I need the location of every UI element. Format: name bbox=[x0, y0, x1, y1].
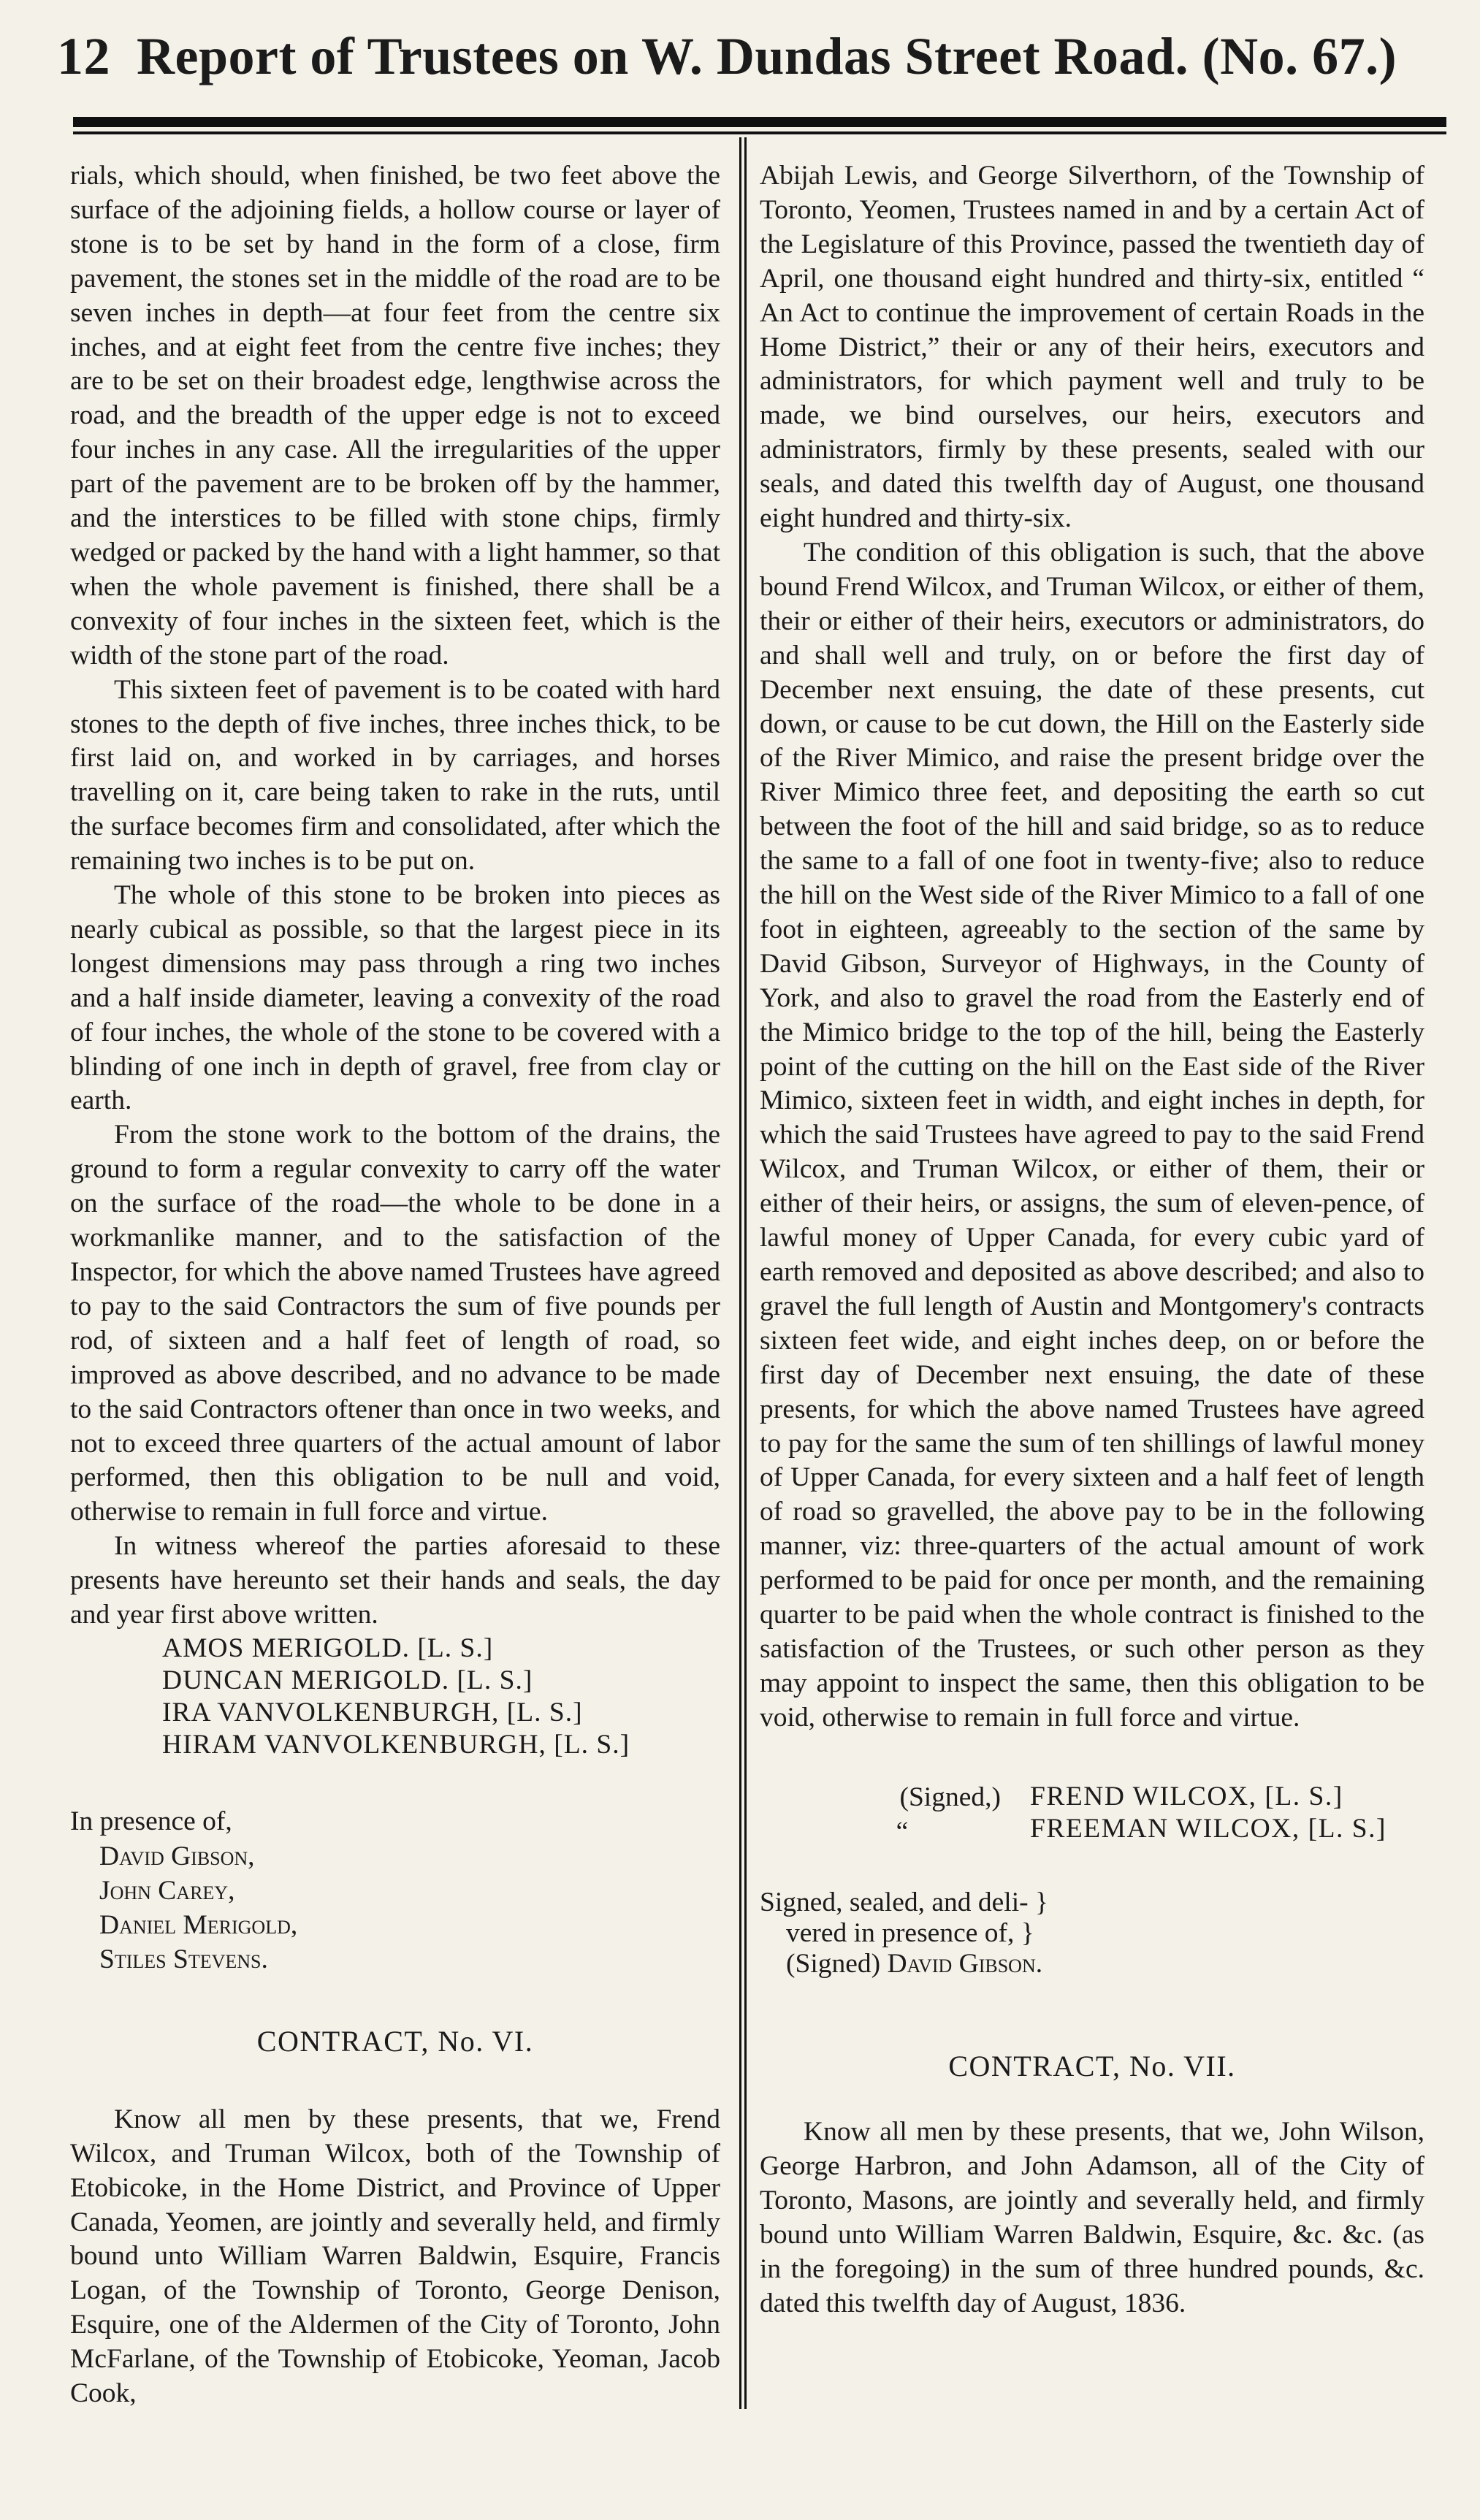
signatory: IRA VANVOLKENBURGH, [L. S.] bbox=[162, 1697, 583, 1727]
witness: David Gibson, bbox=[99, 1841, 255, 1871]
sealed-witness-prefix: (Signed) bbox=[786, 1948, 888, 1979]
column-divider bbox=[739, 137, 747, 2409]
contract-text: Know all men by these presents, that we, Frend Wilcox, and Truman Wilcox, both of the Township of Etobicoke, in the Home District, and Province of Upper Canada, Yeomen, are jointly and severally held, and firmly bound unto William Warren Baldwin, Esquire, Francis Logan, of the Township of Toronto, George Denison, Esquire, one of the Aldermen of the City of Toronto, John McFarlane, of the Township of Etobicoke, Yeoman, Jacob Cook, bbox=[70, 2104, 720, 2409]
ditto-mark: “ bbox=[896, 1816, 909, 1847]
signed-label-text: (Signed,) bbox=[899, 1782, 1001, 1812]
sealed-line: Signed, sealed, and deli- } bbox=[760, 1887, 1048, 1917]
witness: Daniel Merigold, bbox=[99, 1909, 298, 1940]
right-column bbox=[760, 159, 1424, 2321]
witness-list bbox=[70, 1839, 720, 1977]
header-rule-thin bbox=[73, 131, 1446, 134]
page-bottom-margin bbox=[0, 2410, 1480, 2520]
witness: John Carey, bbox=[99, 1875, 235, 1906]
contract-text: Know all men by these presents, that we, John Wilson, George Harbron, and John Adamson, all of the City of Toronto, Masons, are jointly and severally held, and firmly bound unto William Warren Baldwin, Esquire, &c. &c. (as in the foregoing) in the sum of three hundred pounds, &c. dated this twelfth day of August, 1836. bbox=[760, 2117, 1424, 2318]
paragraph: From the stone work to the bottom of the drains, the ground to form a regular convexity to carry off the water on the surface of the road—the whole to be done in a workmanlike manner, and to the satisfaction of the Inspector, for which the above named Trustees have agreed to pay to the said Contractors the sum of five pounds per rod, of sixteen and a half feet of length of road, so improved as above described, and no advance to be made to the said Contractors oftener than once in two weeks, and not to exceed three quarters of the actual amount of labor performed, then this obligation to be null and void, otherwise to remain in full force and virtue. bbox=[70, 1120, 720, 1527]
signatory-list bbox=[70, 1633, 720, 1761]
sealed-witness bbox=[760, 1949, 1424, 1979]
left-column bbox=[70, 159, 720, 2411]
header-rule-thick bbox=[73, 117, 1446, 127]
signatory: DUNCAN MERIGOLD. [L. S.] bbox=[162, 1665, 533, 1695]
witness: Stiles Stevens. bbox=[99, 1944, 268, 1974]
paragraph: The whole of this stone to be broken into pieces as nearly cubical as possible, so that the largest piece in its longest dimensions may pass through a ring two inches and a half inside diameter, leaving a convexity of the road of four inches, the whole of the stone to be covered with a blinding of one inch in depth of gravel, free from clay or earth. bbox=[70, 880, 720, 1116]
page-title: Report of Trustees on W. Dundas Street Road. (No. 67.) bbox=[137, 27, 1397, 85]
page-number: 12 bbox=[57, 27, 110, 85]
signatory-list bbox=[1030, 1781, 1386, 1849]
sealed-line: vered in presence of, } bbox=[786, 1917, 1034, 1948]
paragraph: Abijah Lewis, and George Silverthorn, of the Township of Toronto, Yeomen, Trustees named in and by a certain Act of the Legislature of this Province, passed the twentieth day of April, one thousand eight hundred and thirty-six, entitled “ An Act to continue the improvement of certain Roads in the Home District,” their or any of their heirs, executors and administrators, for which payment well and truly to be made, we bind ourselves, our heirs, executors and administrators, firmly by these presents, sealed with our seals, and dated this twelfth day of August, one thousand eight hundred and thirty-six. bbox=[760, 161, 1424, 534]
signed-label bbox=[760, 1781, 1030, 1849]
signatory: AMOS MERIGOLD. [L. S.] bbox=[162, 1633, 494, 1663]
paragraph: In witness whereof the parties aforesaid to these presents have hereunto set their hands and seals, the day and year first above written. bbox=[70, 1531, 720, 1630]
page-header bbox=[57, 26, 1430, 107]
paragraph: This sixteen feet of pavement is to be coated with hard stones to the depth of five inches, three inches thick, to be first laid on, and worked in by carriages, and horses travelling on it, care being taken to rake in the ruts, until the surface becomes firm and consolidated, after which the remaining two inches is to be put on. bbox=[70, 674, 720, 877]
signatory: FREND WILCOX, [L. S.] bbox=[1030, 1781, 1343, 1811]
signatory: HIRAM VANVOLKENBURGH, [L. S.] bbox=[162, 1729, 630, 1760]
presence-label: In presence of, bbox=[70, 1806, 232, 1836]
signature-block bbox=[760, 1781, 1424, 1849]
contract-heading: CONTRACT, No. VI. bbox=[256, 2024, 534, 2058]
sealed-block bbox=[760, 1887, 1424, 1979]
signatory: FREEMAN WILCOX, [L. S.] bbox=[1030, 1813, 1386, 1844]
paragraph: rials, which should, when finished, be two feet above the surface of the adjoining fields, a hollow course or layer of stone is to be set by hand in the form of a close, firm pavement, the stones set in the middle of the road are to be seven inches in depth—at four feet from the centre six inches, and at eight feet from the centre five inches; they are to be set on their broadest edge, lengthwise across the road, and the breadth of the upper edge is not to exceed four inches in any case. All the irregularities of the upper part of the pavement are to be broken off by the hammer, and the interstices to be filled with stone chips, firmly wedged or packed by the hand with a light hammer, so that when the whole pavement is finished, there shall be a convexity of four inches in the sixteen feet, which is the width of the stone part of the road. bbox=[70, 161, 720, 671]
sealed-witness-name: David Gibson. bbox=[887, 1948, 1043, 1979]
contract-heading: CONTRACT, No. VII. bbox=[948, 2049, 1236, 2082]
paragraph: The condition of this obligation is such, that the above bound Frend Wilcox, and Truman Wilcox, or either of them, their or either of their heirs, executors or administrators, do and shall well and truly, on or before the first day of December next ensuing, the date of these presents, cut down, or cause to be cut down, the Hill on the Easterly side of the River Mimico, and raise the present bridge over the River Mimico three feet, and depositing the earth so cut between the foot of the hill and said bridge, so as to reduce the same to a fall of one foot in twenty-five; also to reduce the hill on the West side of the River Mimico to a fall of one foot in eighteen, agreeably to the section of the same by David Gibson, Surveyor of Highways, in the County of York, and also to gravel the road from the Easterly end of the Mimico bridge to the top of the hill, being the Easterly point of the cutting on the hill on the East side of the River Mimico, sixteen feet in width, and eight inches in depth, for which the said Trustees have agreed to pay to the said Frend Wilcox, and Truman Wilcox, or either of them, their or either of their heirs, or assigns, the sum of eleven-pence, of lawful money of Upper Canada, for every cubic yard of earth removed and deposited as above described; and also to gravel the full length of Austin and Montgomery's contracts sixteen feet wide, and eight inches deep, on or before the first day of December next ensuing, the date of these presents, for which the above named Trustees have agreed to pay for the same the sum of ten shillings of lawful money of Upper Canada, for every sixteen and a half feet of length of road so gravelled, the above pay to be in the following manner, viz: three-quarters of the actual amount of work performed to be paid for once per month, and the remaining quarter to be paid when the whole contract is finished to the satisfaction of the Trustees, or such other person as they may appoint to inspect the same, then this obligation to be void, otherwise to remain in full force and virtue. bbox=[760, 537, 1424, 1733]
